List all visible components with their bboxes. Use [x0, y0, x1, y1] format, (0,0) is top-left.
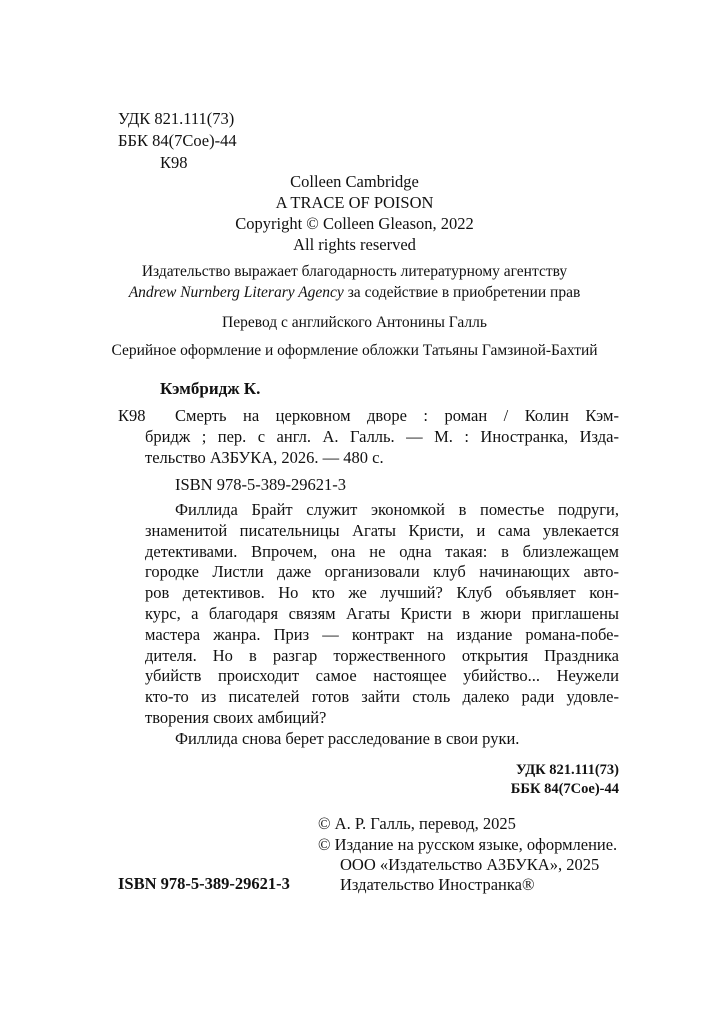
original-author: Colleen Cambridge: [290, 172, 419, 191]
annotation-line: детективами. Впрочем, она не одна такая: в близлежащем: [145, 541, 619, 561]
annotation-line: творения своих амбиций?: [145, 707, 327, 727]
catalog-code: К98: [118, 406, 146, 425]
annotation-line: курс, а благодаря связям Агаты Кристи в жюри приглашены: [145, 603, 619, 623]
annotation-line: кто-то из писателей готов зайти столь далеко ради удовле-: [145, 687, 619, 707]
annotation-line: мастера жанра. Приз — контракт на издание романа-побе-: [145, 624, 619, 644]
design-credit: Серийное оформление и оформление обложки Татьяны Гамзиной-Бахтий: [111, 342, 598, 359]
catalog-isbn: ISBN 978-5-389-29621-3: [175, 475, 346, 494]
catalog-entry: [145, 406, 619, 468]
copyright-edition-line1: © Издание на русском языке, оформление.: [318, 835, 618, 854]
acknowledgement-line1: Издательство выражает благодарность литературному агентству: [141, 263, 568, 280]
copyright-edition-line2: ООО «Издательство АЗБУКА», 2025: [340, 855, 600, 874]
agency-name: Andrew Nurnberg Literary Agency: [128, 284, 344, 301]
acknowledgement-rest: за содействие в приобретении прав: [343, 284, 581, 301]
catalog-entry-line: Смерть на церковном дворе : роман / Колин Кэм-: [175, 406, 619, 425]
publisher-imprint: Издательство Иностранка®: [340, 875, 535, 894]
annotation-line: городке Листли даже организовали клуб начинающих авто-: [145, 562, 619, 582]
annotation-line: знаменитой писательницы Агаты Кристи, и сама увлекается: [145, 520, 619, 540]
footer-udk: УДК 821.111(73): [516, 762, 619, 778]
annotation-line: Филлида Брайт служит экономкой в поместье подруги,: [175, 500, 619, 519]
translation-credit: Перевод с английского Антонины Галль: [222, 314, 487, 331]
author-mark-code: К98: [160, 153, 188, 172]
annotation-line: дителя. Но в разгар торжественного открытия Праздника: [145, 645, 619, 665]
annotation-line: ров детективов. Но кто же лучший? Клуб объявляет кон-: [145, 583, 619, 603]
copyright-translation: © А. Р. Галль, перевод, 2025: [318, 814, 516, 833]
original-title: A TRACE OF POISON: [275, 193, 434, 212]
annotation-closing-line: Филлида снова берет расследование в свои руки.: [175, 728, 520, 748]
annotation-paragraph: [145, 500, 619, 750]
udk-code: УДК 821.111(73): [118, 109, 235, 128]
catalog-entry-line: тельство АЗБУКА, 2026. — 480 с.: [145, 447, 384, 467]
catalog-author-heading: Кэмбридж К.: [160, 379, 261, 398]
original-copyright: Copyright © Colleen Gleason, 2022: [235, 214, 474, 233]
acknowledgement-line2: [0, 283, 709, 303]
bbk-code: ББК 84(7Сое)-44: [118, 131, 237, 150]
annotation-line: убийств происходит самое настоящее убийство... Неужели: [145, 666, 619, 686]
footer-bbk: ББК 84(7Сое)-44: [510, 781, 619, 797]
footer-isbn: ISBN 978-5-389-29621-3: [118, 874, 290, 893]
original-rights: All rights reserved: [293, 235, 416, 254]
catalog-entry-line: бридж ; пер. с англ. А. Галль. — М. : Иностранка, Изда-: [145, 426, 619, 446]
